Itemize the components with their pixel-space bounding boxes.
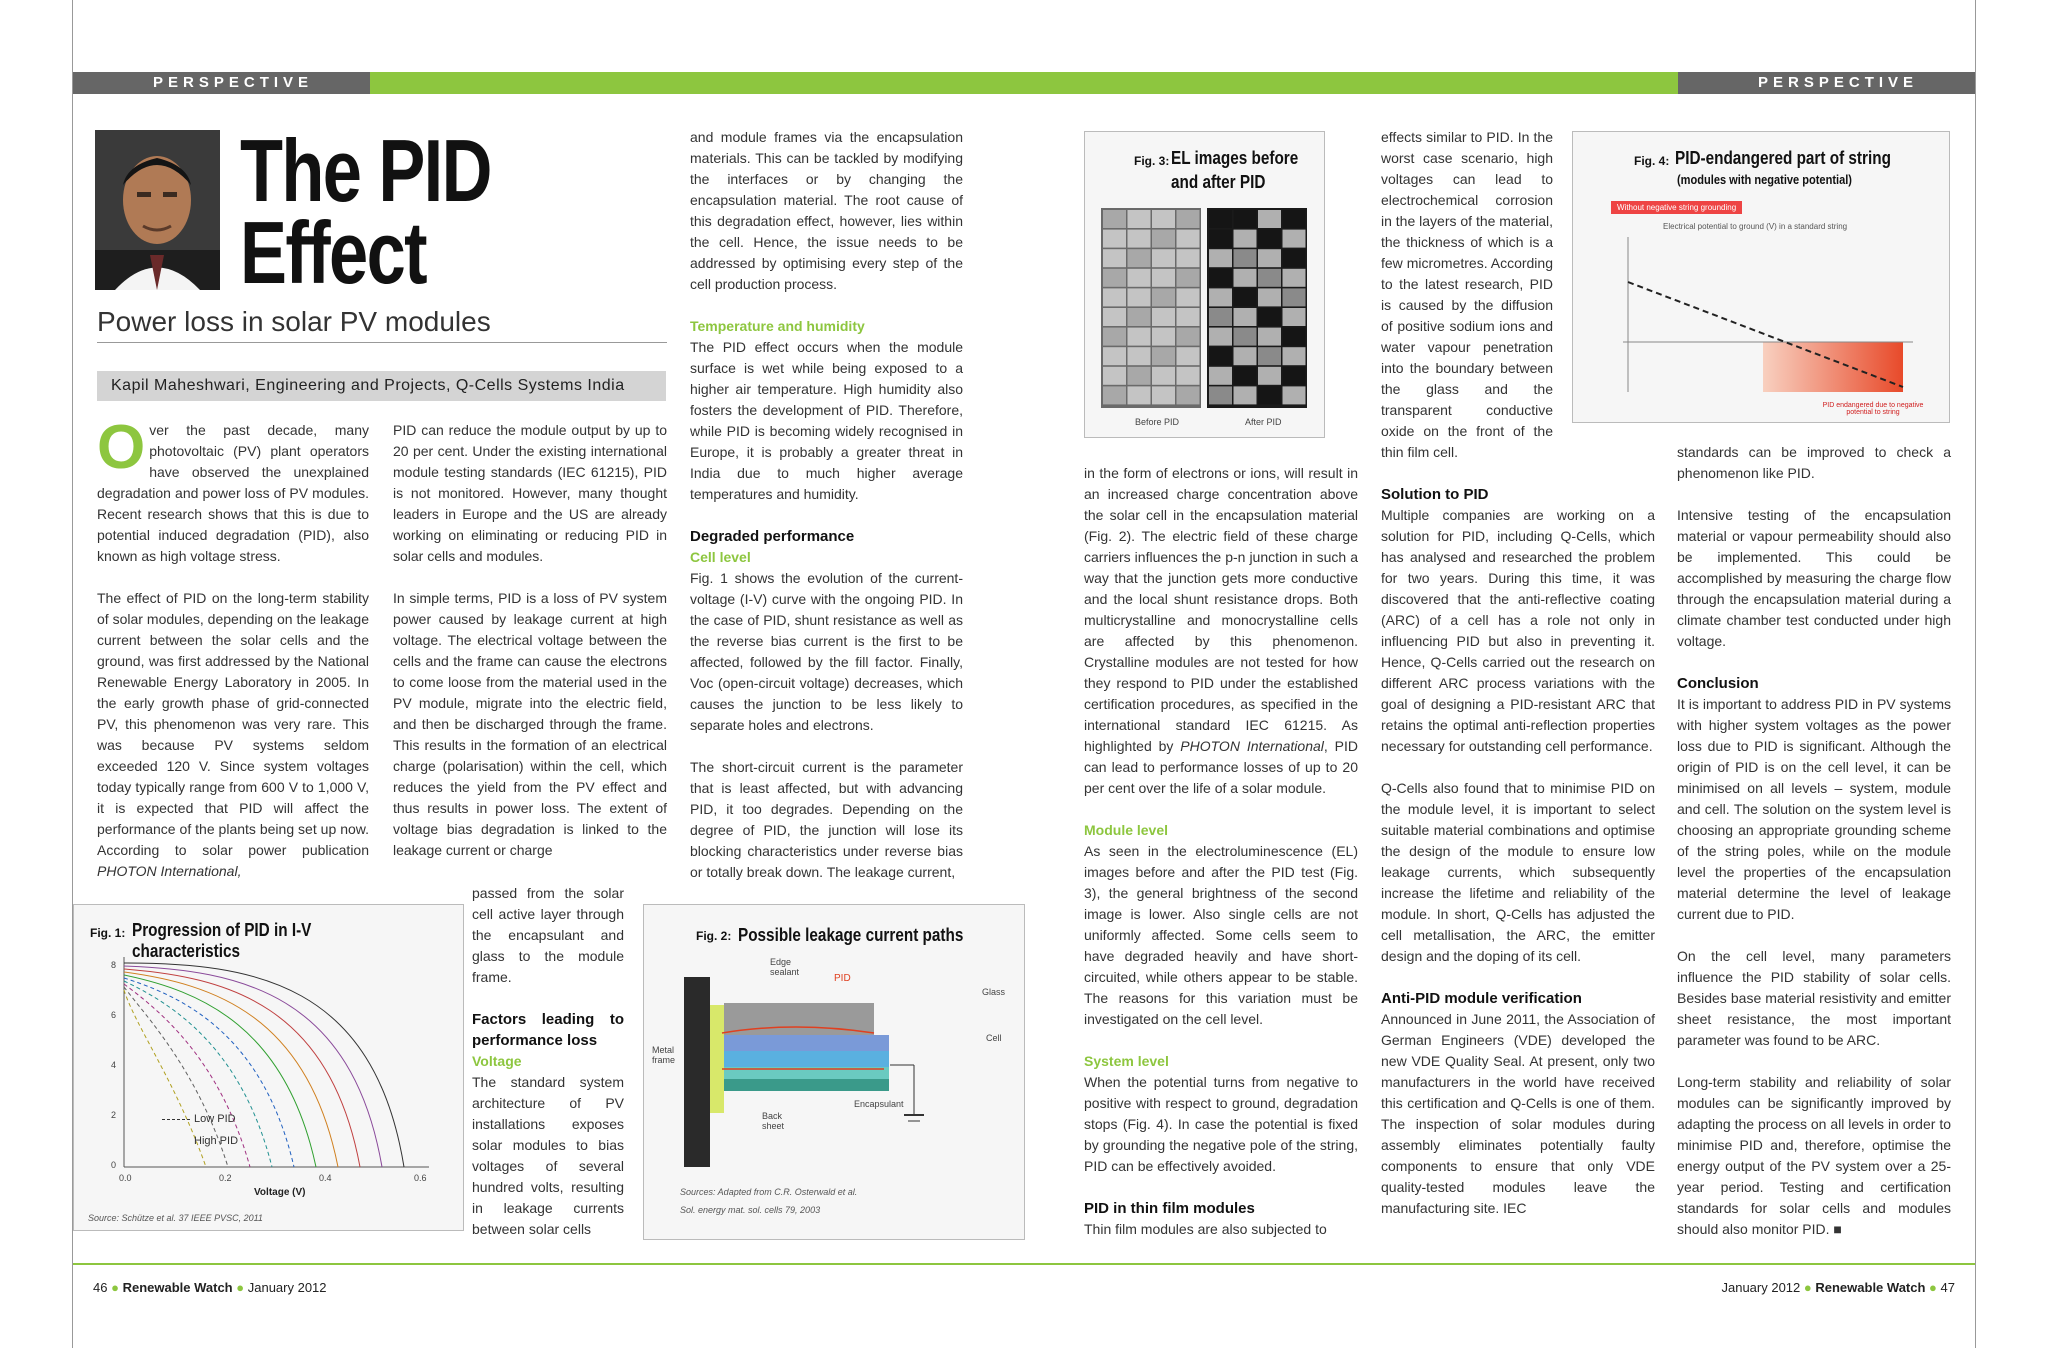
fig3-cell bbox=[1152, 347, 1175, 365]
figure-2 bbox=[643, 904, 1025, 1240]
fig3-cell bbox=[1209, 367, 1232, 385]
fig3-cell bbox=[1234, 230, 1257, 248]
figure-3 bbox=[1084, 131, 1325, 438]
col6-paragraph-1: standards can be improved to check a phenomenon like PID. bbox=[1677, 444, 1951, 481]
fig1-legend-low bbox=[162, 1113, 236, 1125]
fig3-cell bbox=[1234, 308, 1257, 326]
fig3-cell bbox=[1152, 249, 1175, 267]
heading-system-level: System level bbox=[1084, 1053, 1169, 1069]
fig1-xtick: 0.0 bbox=[119, 1173, 132, 1183]
fig1-ytick: 4 bbox=[111, 1060, 117, 1070]
page-number-left: 46 bbox=[93, 1280, 108, 1295]
fig3-cell bbox=[1283, 288, 1306, 306]
fig3-cell bbox=[1152, 367, 1175, 385]
fig2-source-1: Sources: Adapted from C.R. Osterwald et al. bbox=[680, 1187, 858, 1197]
article-title bbox=[240, 121, 504, 302]
fig3-cell bbox=[1177, 328, 1200, 346]
magazine-name-right: Renewable Watch bbox=[1815, 1280, 1926, 1295]
col1-italic: PHOTON International, bbox=[97, 863, 242, 879]
fig3-cell bbox=[1128, 347, 1151, 365]
fig3-cell bbox=[1209, 210, 1232, 228]
col1-paragraph-1: ver the past decade, many photovoltaic (PV) plant operators have observed the unexplained degradation and power loss of PV modules. Recent research shows that this is due to potential induced degradation (PID), also known as high voltage stress. bbox=[97, 422, 369, 564]
fig3-cell bbox=[1152, 269, 1175, 287]
fig3-cell bbox=[1258, 347, 1281, 365]
drop-cap: O bbox=[97, 413, 146, 482]
fig3-cell bbox=[1283, 347, 1306, 365]
fig3-cell bbox=[1152, 230, 1175, 248]
fig1-curve bbox=[124, 966, 382, 1167]
col6-paragraph-3: It is important to address PID in PV systems with higher system voltages as the power loss due to PID is significant. Although the origin of PID is on the cell level, it can be minimised on all levels – system, module and cell. The solution on the system level is choosing an appropriate grounding scheme of the string poles, while on the module level the properties of the encapsulation material determine the level of leakage current due to PID. bbox=[1677, 696, 1951, 922]
fig3-title-2: and after PID bbox=[1171, 172, 1266, 192]
fig3-cell bbox=[1152, 328, 1175, 346]
col5-paragraph-3: Q-Cells also found that to minimise PID on the module level, it is important to select suitable material combinations and optimise the design of the module to ensure low leakage currents, which subsequently increase the lifetime and reliability of the module. In short, Q-Cells has adjusted the cell metallisation, the ARC, the emitter design and the doping of its cell. bbox=[1381, 780, 1655, 964]
heading-voltage: Voltage bbox=[472, 1053, 522, 1069]
col3-paragraph-4: The short-circuit current is the parameter that is least affected, but with advancing PID, it too degrades. Depending on the degree of PID, the junction will lose its blocking characteristics under reverse bias or totally break down. The leakage current, bbox=[690, 759, 963, 880]
fig3-cell bbox=[1103, 367, 1126, 385]
fig3-cell bbox=[1103, 328, 1126, 346]
fig1-curve bbox=[124, 963, 404, 1167]
column-5 bbox=[1381, 127, 1655, 1219]
section-tab-right: PERSPECTIVE bbox=[1678, 72, 1975, 94]
fig1-curve bbox=[124, 969, 360, 1167]
col1-paragraph-2: The effect of PID on the long-term stability of solar modules, depending on the leakage current between the solar cells and the ground, was first addressed by the National Renewable Energy Laboratory in 2005. In the early growth phase of grid-connected PV, this phenomenon was very rare. This was because PV systems seldom exceeded 120 V. Since system voltages today typically range from 600 V to 1,000 V, it is expected that PID will affect the performance of the plants being set up now. According to solar power publication bbox=[97, 590, 369, 858]
column-2 bbox=[393, 420, 667, 861]
fig1-ytick: 6 bbox=[111, 1010, 117, 1020]
fig3-cell bbox=[1103, 347, 1126, 365]
mid-paragraph-1: passed from the solar cell active layer through the encapsulant and glass to the module frame. bbox=[472, 885, 624, 985]
fig3-cell bbox=[1128, 308, 1151, 326]
column-3 bbox=[690, 127, 963, 883]
fig3-cell bbox=[1103, 269, 1126, 287]
fig3-cell bbox=[1283, 269, 1306, 287]
fig3-cell bbox=[1209, 269, 1232, 287]
heading-module-level: Module level bbox=[1084, 822, 1169, 838]
fig3-cell bbox=[1283, 308, 1306, 326]
fig1-source: Source: Schütze et al. 37 IEEE PVSC, 2011 bbox=[88, 1213, 263, 1223]
heading-factors: Factors leading to performance loss bbox=[472, 1011, 624, 1049]
fig2-source-2: Sol. energy mat. sol. cells 79, 2003 bbox=[680, 1205, 821, 1215]
fig3-cell bbox=[1283, 230, 1306, 248]
fig3-cell bbox=[1234, 347, 1257, 365]
fig3-cell bbox=[1283, 386, 1306, 404]
fig1-title: Progression of PID in I-V characteristics bbox=[132, 920, 312, 961]
fig3-cell bbox=[1177, 210, 1200, 228]
heading-conclusion: Conclusion bbox=[1677, 675, 1759, 692]
fig3-cell bbox=[1177, 308, 1200, 326]
heading-cell-level: Cell level bbox=[690, 549, 751, 565]
issue-date-left: January 2012 bbox=[247, 1280, 327, 1295]
col5-paragraph-2: Multiple companies are working on a solution for PID, including Q-Cells, which has analysed and researched the problem for two years. During this time, it was discovered that the anti-reflective coating (ARC) of a cell has a role not only in influencing PID but also in preventing it. Hence, Q-Cells carried out the research on different ARC process variations with the goal of designing a PID-resistant ARC that retains the optimal anti-reflection properties necessary for outstanding cell performance. bbox=[1381, 507, 1655, 754]
fig3-cell bbox=[1177, 386, 1200, 404]
fig1-xtick: 0.4 bbox=[319, 1173, 332, 1183]
fig3-cell bbox=[1103, 386, 1126, 404]
fig2-label-back: Back sheet bbox=[762, 1111, 785, 1131]
fig3-cell bbox=[1283, 367, 1306, 385]
fig3-cell bbox=[1128, 367, 1151, 385]
fig1-xtick: 0.6 bbox=[414, 1173, 427, 1183]
fig3-after-label: After PID bbox=[1245, 417, 1282, 427]
fig3-cell bbox=[1128, 269, 1151, 287]
fig3-cell bbox=[1283, 210, 1306, 228]
fig4-legend: Electrical potential to ground (V) in a standard string bbox=[1663, 222, 1848, 231]
col3-paragraph-3: Fig. 1 shows the evolution of the current-voltage (I-V) curve with the ongoing PID. In the case of PID, shunt resistance as well as the reverse bias current is the first to be affected, followed by the fill factor. Finally, Voc (open-circuit voltage) decreases, which causes the junction to be less likely to separate holes and electrons. bbox=[690, 570, 963, 733]
fig3-cell bbox=[1283, 328, 1306, 346]
fig3-cell bbox=[1258, 230, 1281, 248]
fig3-label: Fig. 3: bbox=[1134, 154, 1170, 168]
fig3-before-label: Before PID bbox=[1135, 417, 1180, 427]
fig2-title: Possible leakage current paths bbox=[738, 925, 964, 945]
author-photo bbox=[95, 130, 220, 290]
fig4-badge: Without negative string grounding bbox=[1611, 201, 1742, 214]
col6-paragraph-5: Long-term stability and reliability of solar modules can be significantly improved by adapting the process on all levels in order to minimise PID and, therefore, optimise the energy output of the PV system over a 25-year period. Testing and certification standards for solar cells and modules should also monitor PID. ■ bbox=[1677, 1074, 1951, 1237]
fig3-cell bbox=[1152, 308, 1175, 326]
fig3-cell bbox=[1209, 308, 1232, 326]
magazine-name-left: Renewable Watch bbox=[122, 1280, 233, 1295]
col4-paragraph-1-end: , PID can lead to performance losses of up to 20 per cent over the life of a solar module. bbox=[1084, 738, 1358, 796]
col4-paragraph-3: When the potential turns from negative to positive with respect to ground, degradation stops (Fig. 4). In case the potential is fixed by grounding the negative pole of the string, PID can be effectively avoided. bbox=[1084, 1074, 1358, 1174]
col3-paragraph-1: and module frames via the encapsulation materials. This can be tackled by modifying the interfaces or by changing the encapsulation material. The root cause of this degradation effect, however, lies within the cell. Hence, the issue needs to be addressed by optimising every step of the cell production process. bbox=[690, 129, 963, 292]
title-line-2: Effect bbox=[240, 203, 426, 302]
column-middle bbox=[472, 883, 624, 1240]
fig3-cell bbox=[1209, 230, 1232, 248]
column-6 bbox=[1677, 442, 1951, 1240]
author-byline: Kapil Maheshwari, Engineering and Projects, Q-Cells Systems India bbox=[97, 371, 666, 401]
heading-solution: Solution to PID bbox=[1381, 486, 1489, 503]
fig3-cell bbox=[1258, 210, 1281, 228]
fig3-cell bbox=[1177, 347, 1200, 365]
fig3-cell bbox=[1177, 249, 1200, 267]
fig3-cell bbox=[1128, 328, 1151, 346]
fig4-note: PID endangered due to negative potential to string bbox=[1822, 402, 1924, 416]
fig3-title-1: EL images before bbox=[1171, 148, 1299, 168]
fig3-cell bbox=[1258, 328, 1281, 346]
heading-degraded: Degraded performance bbox=[690, 528, 855, 545]
fig2-label-glass: Glass bbox=[982, 987, 1006, 997]
title-line-1: The PID bbox=[240, 121, 491, 220]
col6-paragraph-4: On the cell level, many parameters influence the PID stability of solar cells. Besides base material resistivity and emitter sheet resistance, the most important parameter was found to be ARC. bbox=[1677, 948, 1951, 1048]
fig1-xtick: 0.2 bbox=[219, 1173, 232, 1183]
heading-anti-pid: Anti-PID module verification bbox=[1381, 990, 1582, 1007]
fig3-cell bbox=[1234, 210, 1257, 228]
fig3-cell bbox=[1209, 328, 1232, 346]
fig1-chart bbox=[74, 905, 465, 1232]
fig3-cell bbox=[1209, 347, 1232, 365]
fig3-cell bbox=[1258, 308, 1281, 326]
fig3-cell bbox=[1103, 288, 1126, 306]
section-tab-left: PERSPECTIVE bbox=[73, 72, 370, 94]
col4-paragraph-4: Thin film modules are also subjected to bbox=[1084, 1221, 1327, 1237]
fig3-cell bbox=[1128, 249, 1151, 267]
figure-1 bbox=[73, 904, 464, 1231]
fig3-cell bbox=[1152, 210, 1175, 228]
fig3-cell bbox=[1258, 269, 1281, 287]
fig3-cell bbox=[1103, 230, 1126, 248]
col4-paragraph-1: in the form of electrons or ions, will result in an increased charge concentration above the solar cell in the encapsulation material (Fig. 2). The electric field of these charge carriers influences the p-n junction in such a way that the junction gets more conductive and the local shunt resistance drops. Both multicrystalline and monocrystalline cells are affected by this phenomenon. Crystalline modules are not tested for how they respond to PID under the established certification procedures, as specified in the international standard IEC 61215. As highlighted by bbox=[1084, 465, 1358, 754]
column-1 bbox=[97, 413, 369, 882]
page-number-right: 47 bbox=[1940, 1280, 1955, 1295]
fig3-cell bbox=[1152, 288, 1175, 306]
mid-paragraph-2: The standard system architecture of PV installations exposes solar modules to bias voltages of several hundred volts, resulting in leakage currents between solar cells bbox=[472, 1074, 624, 1237]
fig1-ytick: 0 bbox=[111, 1160, 117, 1170]
col2-paragraph-1: PID can reduce the module output by up to 20 per cent. Under the existing international module testing standards (IEC 61215), PID is not monitored. However, many thought leaders in Europe and the US are already working on eliminating or reducing PID in solar cells and modules. bbox=[393, 422, 667, 564]
fig3-cell bbox=[1234, 288, 1257, 306]
fig3-images bbox=[1085, 132, 1326, 439]
col4-paragraph-2: As seen in the electroluminescence (EL) images before and after the PID test (Fig. 3), the general brightness of the second image is lower. Also single cells are not uniformly affected. Some cells seem to have degraded heavily and have short-circuited, while others appear to be stable. The reasons for this variation must be investigated on the cell level. bbox=[1084, 843, 1358, 1027]
fig3-cell bbox=[1128, 288, 1151, 306]
fig3-cell bbox=[1283, 249, 1306, 267]
fig3-cell bbox=[1234, 367, 1257, 385]
fig3-cell bbox=[1177, 367, 1200, 385]
issue-date-right: January 2012 bbox=[1721, 1280, 1801, 1295]
fig1-ytick: 2 bbox=[111, 1110, 117, 1120]
fig2-label-edge: Edge sealant bbox=[770, 957, 800, 977]
fig3-cell bbox=[1103, 249, 1126, 267]
fig3-cell bbox=[1258, 249, 1281, 267]
footer-left: 46 ● Renewable Watch ● January 2012 bbox=[93, 1280, 327, 1295]
fig1-xlabel: Voltage (V) bbox=[254, 1187, 306, 1198]
fig3-cell bbox=[1209, 386, 1232, 404]
fig1-label: Fig. 1: bbox=[90, 926, 126, 940]
fig3-cell bbox=[1234, 386, 1257, 404]
fig3-cell bbox=[1103, 210, 1126, 228]
col6-paragraph-2: Intensive testing of the encapsulation material or vapour permeability should also be implemented. This could be accomplished by measuring the charge flow through the encapsulation material during a climate chamber test conducted under high voltage. bbox=[1677, 507, 1951, 649]
col4-italic: PHOTON International bbox=[1180, 738, 1324, 754]
footer-rule bbox=[73, 1263, 1975, 1265]
fig1-legend-low-label: Low PID bbox=[194, 1113, 236, 1125]
column-4 bbox=[1084, 463, 1358, 1240]
fig2-label: Fig. 2: bbox=[696, 929, 732, 943]
fig3-cell bbox=[1177, 288, 1200, 306]
fig2-label-metal: Metal frame bbox=[652, 1045, 676, 1065]
fig2-label-encap: Encapsulant bbox=[854, 1099, 904, 1109]
heading-temperature: Temperature and humidity bbox=[690, 318, 865, 334]
fig2-label-pid: PID bbox=[834, 973, 851, 984]
article-subtitle: Power loss in solar PV modules bbox=[97, 306, 667, 343]
fig1-ytick: 8 bbox=[111, 960, 117, 970]
fig4-label: Fig. 4: bbox=[1634, 154, 1670, 168]
fig4-subtitle: (modules with negative potential) bbox=[1677, 172, 1852, 187]
fig3-cell bbox=[1177, 230, 1200, 248]
col2-paragraph-2: In simple terms, PID is a loss of PV system power caused by leakage current at high voltage. The electrical voltage between the cells and the frame can cause the electrons to come loose from the material used in the PV module, migrate into the electric field, and then be discharged through the frame. This results in the formation of an electrical charge (polarisation) within the cell, which reduces the yield from the PV effect and thus results in power loss. The extent of voltage bias degradation is linked to the leakage current or charge bbox=[393, 590, 667, 858]
fig1-legend-high: High PID bbox=[194, 1135, 239, 1147]
fig4-title: PID-endangered part of string bbox=[1675, 148, 1891, 168]
page-edge-right bbox=[1975, 0, 1976, 1348]
fig3-cell bbox=[1128, 210, 1151, 228]
fig3-cell bbox=[1103, 308, 1126, 326]
fig3-cell bbox=[1258, 386, 1281, 404]
fig3-cell bbox=[1234, 328, 1257, 346]
fig3-cell bbox=[1128, 230, 1151, 248]
heading-thin-film: PID in thin film modules bbox=[1084, 1200, 1255, 1217]
fig2-label-cell: Cell bbox=[986, 1033, 1002, 1043]
fig3-cell bbox=[1234, 269, 1257, 287]
fig3-cell bbox=[1128, 386, 1151, 404]
col5-paragraph-1: effects similar to PID. In the worst case scenario, high voltages can lead to electrochemical corrosion in the layers of the material, the thickness of which is a few micrometres. According to the latest research, PID is caused by the diffusion of positive sodium ions and water vapour penetration into the boundary between the glass and the transparent conductive oxide on the front of the thin film cell. bbox=[1381, 129, 1553, 460]
fig3-cell bbox=[1234, 249, 1257, 267]
fig3-cell bbox=[1258, 367, 1281, 385]
col5-paragraph-4: Announced in June 2011, the Association of German Engineers (VDE) developed the new VDE Quality Seal. At present, only two manufacturers in the world have received this certification and Q-Cells is one of them. The inspection of solar modules during assembly eliminates potentially faulty components to ensure that only VDE quality-tested modules leave the manufacturing site. IEC bbox=[1381, 1011, 1655, 1216]
footer-right: January 2012 ● Renewable Watch ● 47 bbox=[1721, 1280, 1955, 1295]
fig3-cell bbox=[1209, 288, 1232, 306]
fig3-cell bbox=[1209, 249, 1232, 267]
fig3-cell bbox=[1258, 288, 1281, 306]
fig3-cell bbox=[1152, 386, 1175, 404]
col3-paragraph-2: The PID effect occurs when the module surface is wet while being exposed to a higher air temperature. High humidity also fosters the development of PID. Therefore, while PID is becoming widely recognised in Europe, it is probably a greater threat in India due to much higher average temperatures and humidity. bbox=[690, 339, 963, 502]
fig3-cell bbox=[1177, 269, 1200, 287]
